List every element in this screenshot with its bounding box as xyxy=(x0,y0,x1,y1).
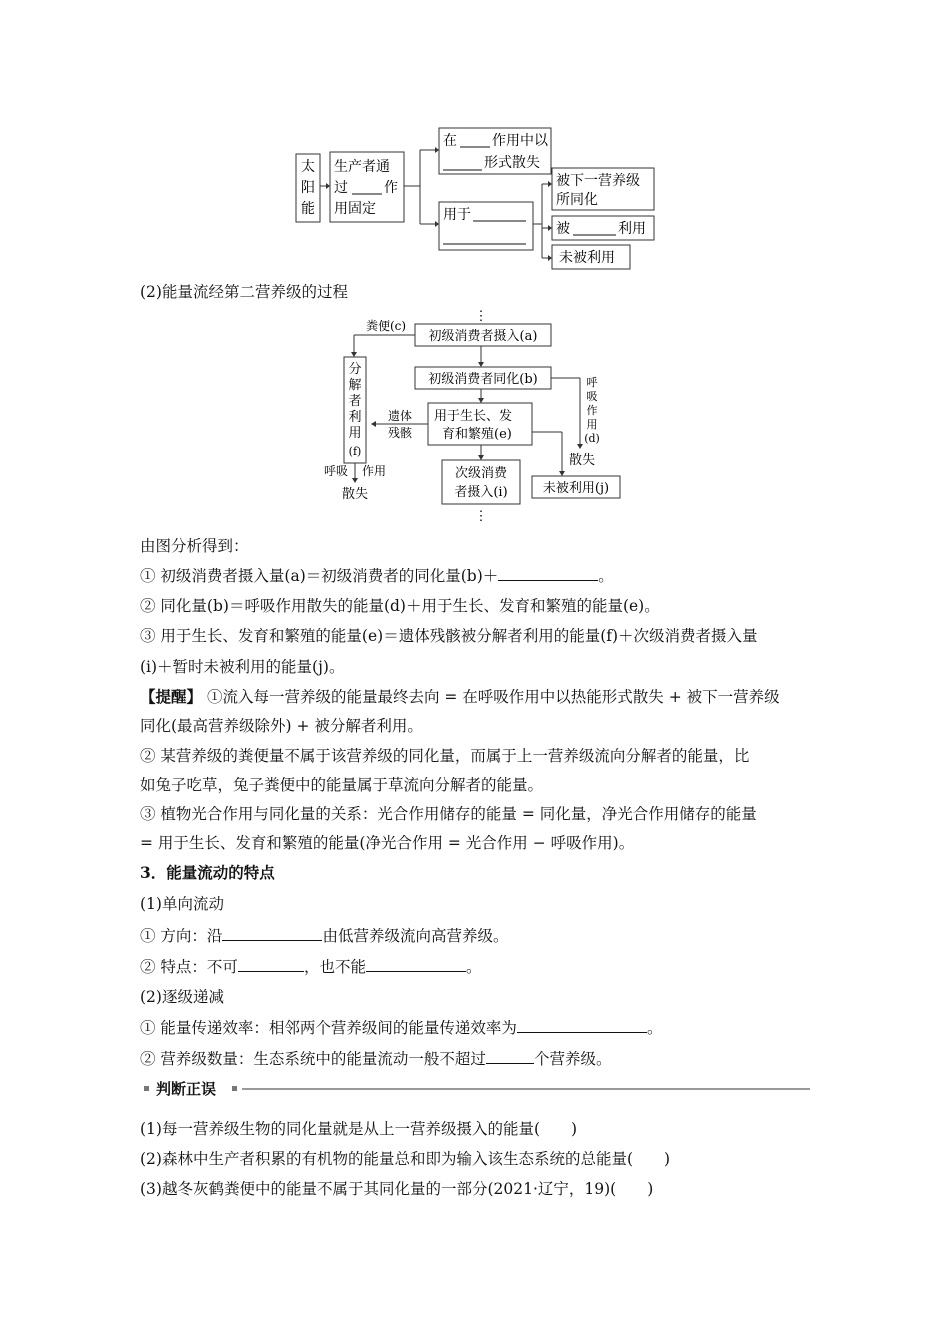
producer-line2a: 过 xyxy=(334,180,348,196)
decomposer-char-6: (f) xyxy=(348,445,362,458)
producer-line1: 生产者通 xyxy=(334,159,390,175)
efficiency-line xyxy=(140,1016,810,1039)
analysis-item-1-end: 。 xyxy=(598,567,614,585)
square-bullet-icon xyxy=(144,1086,149,1091)
dissipate-line1b: 作用中以 xyxy=(492,133,548,149)
next-level-line1: 被下一营养级 xyxy=(556,173,640,189)
decomposer-char-2: 解 xyxy=(348,378,362,393)
analysis-blank-1 xyxy=(498,564,598,581)
growth-line2: 育和繁殖(e) xyxy=(442,427,512,442)
efficiency-text-a: ① 能量传递效率：相邻两个营养级间的能量传递效率为 xyxy=(140,1019,517,1037)
arrowhead xyxy=(435,221,439,227)
decomposer-char-3: 者 xyxy=(348,394,362,409)
feces-label: 粪便(c) xyxy=(365,319,407,333)
growth-line1: 用于生长、发 xyxy=(434,409,513,424)
tip-line-6: = 用于生长、发育和繁殖的能量(净光合作用 = 光合作用 − 呼吸作用)。 xyxy=(140,834,635,852)
efficiency-text-b: 。 xyxy=(646,1019,663,1037)
remains-line2: 残骸 xyxy=(387,426,413,440)
decomposer-suffix: 利用 xyxy=(618,221,646,237)
arrowhead xyxy=(435,147,439,153)
arrowhead xyxy=(548,181,552,187)
secondary-line2: 者摄入(i) xyxy=(454,485,508,500)
tip-line-4: 如兔子吃草，兔子粪便中的能量属于草流向分解者的能量。 xyxy=(140,776,544,794)
bottom-dissipate: 散失 xyxy=(341,487,369,502)
arrowhead xyxy=(577,444,583,449)
judge-q2: (2)森林中生产者积累的有机物的能量总和即为输入该生态系统的总能量( ) xyxy=(140,1150,671,1168)
direction-text-b: 由低营养级流向高营养级。 xyxy=(322,927,509,945)
analysis-item-3-line2: (i)＋暂时未被利用的能量(j)。 xyxy=(140,658,345,676)
level-count-text-a: ② 营养级数量：生态系统中的能量流动一般不超过 xyxy=(140,1050,486,1068)
judge-q1: (1)每一营养级生物的同化量就是从上一营养级摄入的能量( ) xyxy=(140,1120,578,1138)
analysis-item-2: ② 同化量(b)＝呼吸作用散失的能量(d)＋用于生长、发育和繁殖的能量(e)。 xyxy=(140,597,660,615)
bottom-resp-2: 作用 xyxy=(361,464,387,478)
efficiency-blank xyxy=(517,1016,647,1033)
dissipate-line1a: 在 xyxy=(443,133,457,149)
feature-text-b: ，也不能 xyxy=(303,958,366,976)
feature-blank-2 xyxy=(366,955,466,972)
arrowhead xyxy=(478,362,484,367)
level-count-text-b: 个营养级。 xyxy=(533,1050,612,1068)
next-level-line2: 所同化 xyxy=(556,192,598,208)
feature-line xyxy=(140,955,810,978)
resp-char-2: 吸 xyxy=(586,390,598,403)
producer-line2b: 作 xyxy=(384,180,398,196)
energy-flow-diagram xyxy=(318,308,638,530)
section3-sub1: (1)单向流动 xyxy=(140,895,224,913)
arrowhead xyxy=(351,352,357,357)
dots-top: ⋮ xyxy=(474,309,488,324)
intake-label: 初级消费者摄入(a) xyxy=(428,329,538,344)
tip-line-3: ② 某营养级的粪便量不属于该营养级的同化量，而属于上一营养级流向分解者的能量，比 xyxy=(140,747,750,765)
section2-title: (2)能量流经第二营养级的过程 xyxy=(140,283,348,301)
judge-q3: (3)越冬灰鹤粪便中的能量不属于其同化量的一部分(2021·辽宁，19)( ) xyxy=(140,1180,654,1198)
dots-bottom: ⋮ xyxy=(474,509,488,524)
unused-label: 未被利用 xyxy=(559,250,615,266)
secondary-line1: 次级消费 xyxy=(454,466,508,481)
resp-dissipate: 散失 xyxy=(568,453,596,468)
producer-line3: 用固定 xyxy=(334,201,376,217)
resp-char-4: 用 xyxy=(586,418,598,431)
square-bullet-icon xyxy=(232,1086,237,1091)
tip-line-1 xyxy=(140,686,810,708)
dissipate-line2: 形式散失 xyxy=(484,155,540,171)
sun-char-1: 太 xyxy=(301,159,315,175)
arrowhead xyxy=(352,478,358,483)
judge-title: 判断正误 xyxy=(156,1080,217,1098)
judge-header xyxy=(140,1078,810,1100)
arrowhead xyxy=(559,471,565,476)
sun-char-3: 能 xyxy=(301,201,315,217)
resp-char-3: 作 xyxy=(586,404,598,417)
feature-text-c: 。 xyxy=(465,958,482,976)
analysis-item-1-text: ① 初级消费者摄入量(a)＝初级消费者的同化量(b)＋ xyxy=(140,567,499,585)
section3-sub2: (2)逐级递减 xyxy=(140,988,224,1006)
direction-blank xyxy=(222,924,322,941)
assimilation-label: 初级消费者同化(b) xyxy=(428,372,538,387)
arrowhead xyxy=(548,225,552,231)
direction-line xyxy=(140,924,810,947)
remains-line1: 遗体 xyxy=(387,409,413,423)
sun-char-2: 阳 xyxy=(301,180,315,196)
section3-title: 3．能量流动的特点 xyxy=(140,863,275,882)
decomposer-prefix: 被 xyxy=(556,221,570,237)
arrowhead xyxy=(371,421,376,427)
analysis-intro: 由图分析得到： xyxy=(140,537,249,555)
tip-line-2: 同化(最高营养级除外) + 被分解者利用。 xyxy=(140,717,423,735)
direction-text-a: ① 方向：沿 xyxy=(140,927,223,945)
bottom-resp-1: 呼吸 xyxy=(323,464,349,478)
analysis-item-3-line1: ③ 用于生长、发育和繁殖的能量(e)＝遗体残骸被分解者利用的能量(f)＋次级消费者摄入量 xyxy=(140,627,758,645)
resp-char-1: 呼 xyxy=(586,376,598,389)
judge-rule xyxy=(242,1088,810,1090)
tip-text-1: ①流入每一营养级的能量最终去向 = 在呼吸作用中以热能形式散失 + 被下一营养级 xyxy=(202,688,780,706)
arrowhead xyxy=(478,398,484,403)
tip-line-5: ③ 植物光合作用与同化量的关系：光合作用储存的能量 = 同化量，净光合作用储存的能量 xyxy=(140,805,757,823)
tip-label: 【提醒】 xyxy=(140,687,203,706)
level-count-line xyxy=(140,1047,810,1070)
arrowhead xyxy=(548,255,552,261)
use-for-label: 用于 xyxy=(443,207,471,223)
feature-text-a: ② 特点：不可 xyxy=(140,958,238,976)
decomposer-char-4: 利 xyxy=(348,410,362,425)
level-count-blank xyxy=(486,1047,534,1064)
decomposer-char-1: 分 xyxy=(348,362,362,377)
feature-blank-1 xyxy=(238,955,304,972)
unused-label: 未被利用(j) xyxy=(542,481,610,496)
arrowhead xyxy=(478,455,484,460)
analysis-item-1 xyxy=(140,564,810,587)
energy-input-diagram xyxy=(290,124,670,270)
decomposer-char-5: 用 xyxy=(348,426,362,441)
resp-char-5: (d) xyxy=(584,432,600,445)
arrowhead xyxy=(326,183,330,189)
